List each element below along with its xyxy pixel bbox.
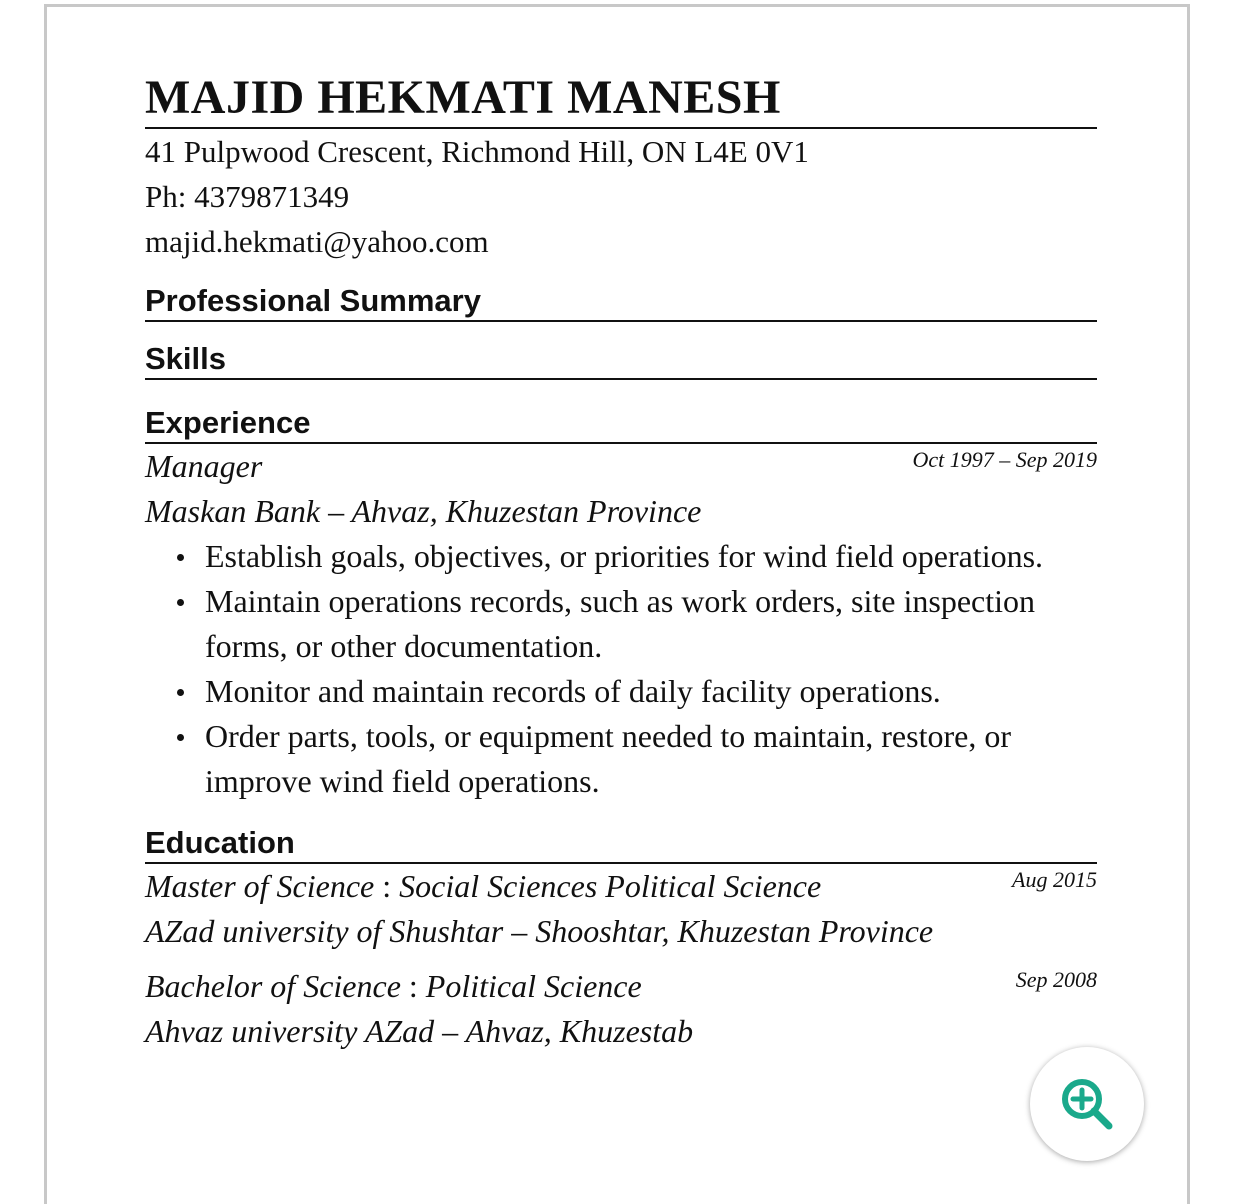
degree-row	[145, 964, 1097, 1009]
job-title: Manager	[145, 448, 263, 484]
bullet-icon	[177, 599, 184, 606]
experience-entry	[145, 444, 1097, 804]
list-item	[145, 534, 1097, 579]
bullet-icon	[177, 554, 184, 561]
education-entry-bachelors	[145, 964, 1097, 1054]
resume-name: MAJID HEKMATI MANESH	[145, 69, 1097, 129]
degree-date: Aug 2015	[1012, 867, 1097, 892]
duty-text: Monitor and maintain records of daily facility operations.	[205, 673, 941, 709]
job-duties-list	[145, 534, 1097, 804]
zoom-in-button[interactable]	[1030, 1047, 1144, 1161]
section-heading-summary: Professional Summary	[145, 282, 1097, 322]
contact-address: 41 Pulpwood Crescent, Richmond Hill, ON L4E 0V1	[145, 134, 809, 169]
degree-field: Social Sciences Political Science	[399, 868, 822, 904]
contact-email: majid.hekmati@yahoo.com	[145, 224, 489, 259]
school-line: AZad university of Shushtar – Shooshtar, Khuzestan Province	[145, 913, 934, 949]
section-heading-skills: Skills	[145, 340, 1097, 380]
resume-content	[145, 69, 1097, 1054]
duty-text: Establish goals, objectives, or priorities for wind field operations.	[205, 538, 1044, 574]
section-heading-education: Education	[145, 824, 1097, 864]
list-item	[145, 669, 1097, 714]
degree-separator: :	[400, 968, 426, 1004]
degree-field: Political Science	[425, 968, 642, 1004]
bullet-icon	[177, 734, 184, 741]
education-entry-masters	[145, 864, 1097, 954]
bullet-icon	[177, 689, 184, 696]
list-item	[145, 579, 1097, 669]
duty-text: Order parts, tools, or equipment needed to maintain, restore, or improve wind field operations.	[205, 718, 1011, 799]
degree-row	[145, 864, 1097, 909]
job-dates: Oct 1997 – Sep 2019	[912, 447, 1097, 472]
employer-line: Maskan Bank – Ahvaz, Khuzestan Province	[145, 493, 702, 529]
contact-phone: Ph: 4379871349	[145, 179, 350, 214]
resume-page	[44, 4, 1190, 1204]
degree-date: Sep 2008	[1015, 967, 1097, 992]
degree-name: Bachelor of Science	[145, 968, 401, 1004]
duty-text: Maintain operations records, such as work orders, site inspection forms, or other documentation.	[205, 583, 1036, 664]
experience-title-row	[145, 444, 1097, 489]
zoom-in-icon	[1059, 1076, 1115, 1132]
school-line: Ahvaz university AZad – Ahvaz, Khuzestab	[145, 1013, 694, 1049]
section-heading-experience: Experience	[145, 404, 1097, 444]
list-item	[145, 714, 1097, 804]
degree-name: Master of Science	[145, 868, 375, 904]
degree-separator: :	[374, 868, 400, 904]
